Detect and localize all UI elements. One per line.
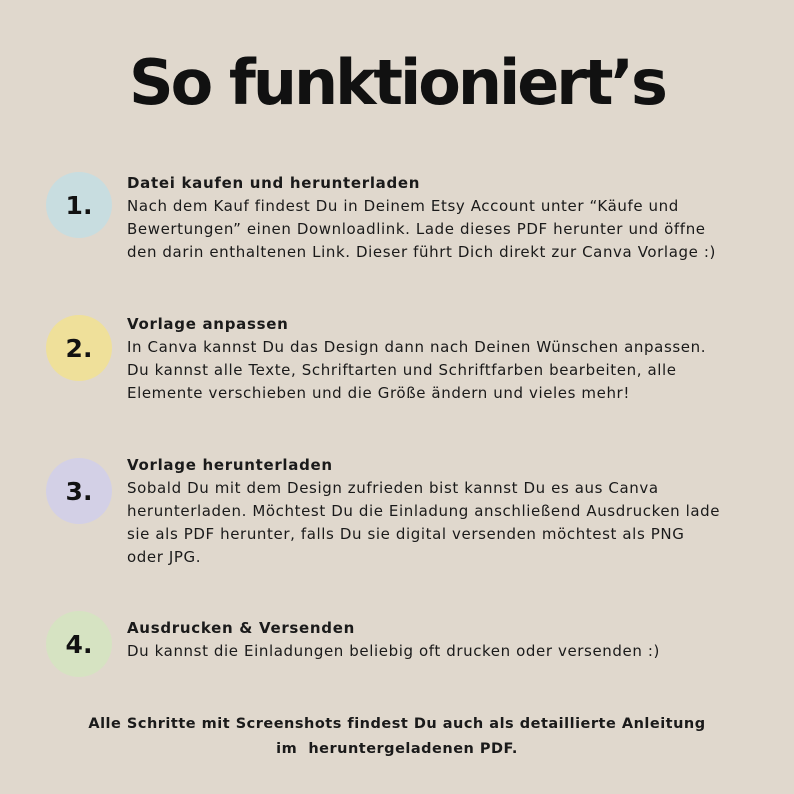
step-number: 2.: [65, 333, 93, 363]
step-title: Ausdrucken & Versenden: [127, 619, 356, 637]
step-body: [127, 640, 777, 663]
step-text: [127, 617, 777, 663]
step-number-badge: [46, 172, 112, 238]
step-body: [127, 336, 777, 405]
step-body-line: Du kannst die Einladungen beliebig oft drucken oder versenden :): [127, 642, 660, 660]
step-number-badge: [46, 611, 112, 677]
step-body-line: Du kannst alle Texte, Schriftarten und Schriftfarben bearbeiten, alle: [127, 361, 677, 379]
step-number: 1.: [65, 190, 93, 220]
step-number-badge: [46, 315, 112, 381]
step-body: [127, 195, 777, 264]
step-text: [127, 172, 777, 264]
step-body-line: Elemente verschieben und die Größe ändern und vieles mehr!: [127, 384, 630, 402]
step-body-line: Bewertungen” einen Downloadlink. Lade dieses PDF herunter und öffne: [127, 220, 706, 238]
step-title: Datei kaufen und herunterladen: [127, 174, 421, 192]
step-text: [127, 454, 777, 569]
step-number-badge: [46, 458, 112, 524]
step-title: Vorlage anpassen: [127, 315, 289, 333]
step-body-line: Sobald Du mit dem Design zufrieden bist kannst Du es aus Canva: [127, 479, 659, 497]
step-body: [127, 477, 777, 569]
step-body-line: sie als PDF herunter, falls Du sie digital versenden möchtest als PNG: [127, 525, 685, 543]
page-title: So funktioniert’s: [129, 46, 665, 119]
footer-line: Alle Schritte mit Screenshots findest Du auch als detaillierte Anleitung: [88, 716, 706, 732]
step-body-line: den darin enthaltenen Link. Dieser führt Dich direkt zur Canva Vorlage :): [127, 243, 716, 261]
step-body-line: oder JPG.: [127, 548, 202, 566]
footer-line: im heruntergeladenen PDF.: [276, 741, 518, 757]
step-text: [127, 313, 777, 405]
step-number: 4.: [65, 629, 93, 659]
footer-note: [0, 712, 794, 762]
step-number: 3.: [65, 476, 93, 506]
step-body-line: Nach dem Kauf findest Du in Deinem Etsy Account unter “Käufe und: [127, 197, 679, 215]
step-title: Vorlage herunterladen: [127, 456, 333, 474]
step-body-line: herunterladen. Möchtest Du die Einladung anschließend Ausdrucken lade: [127, 502, 721, 520]
step-body-line: In Canva kannst Du das Design dann nach Deinen Wünschen anpassen.: [127, 338, 707, 356]
